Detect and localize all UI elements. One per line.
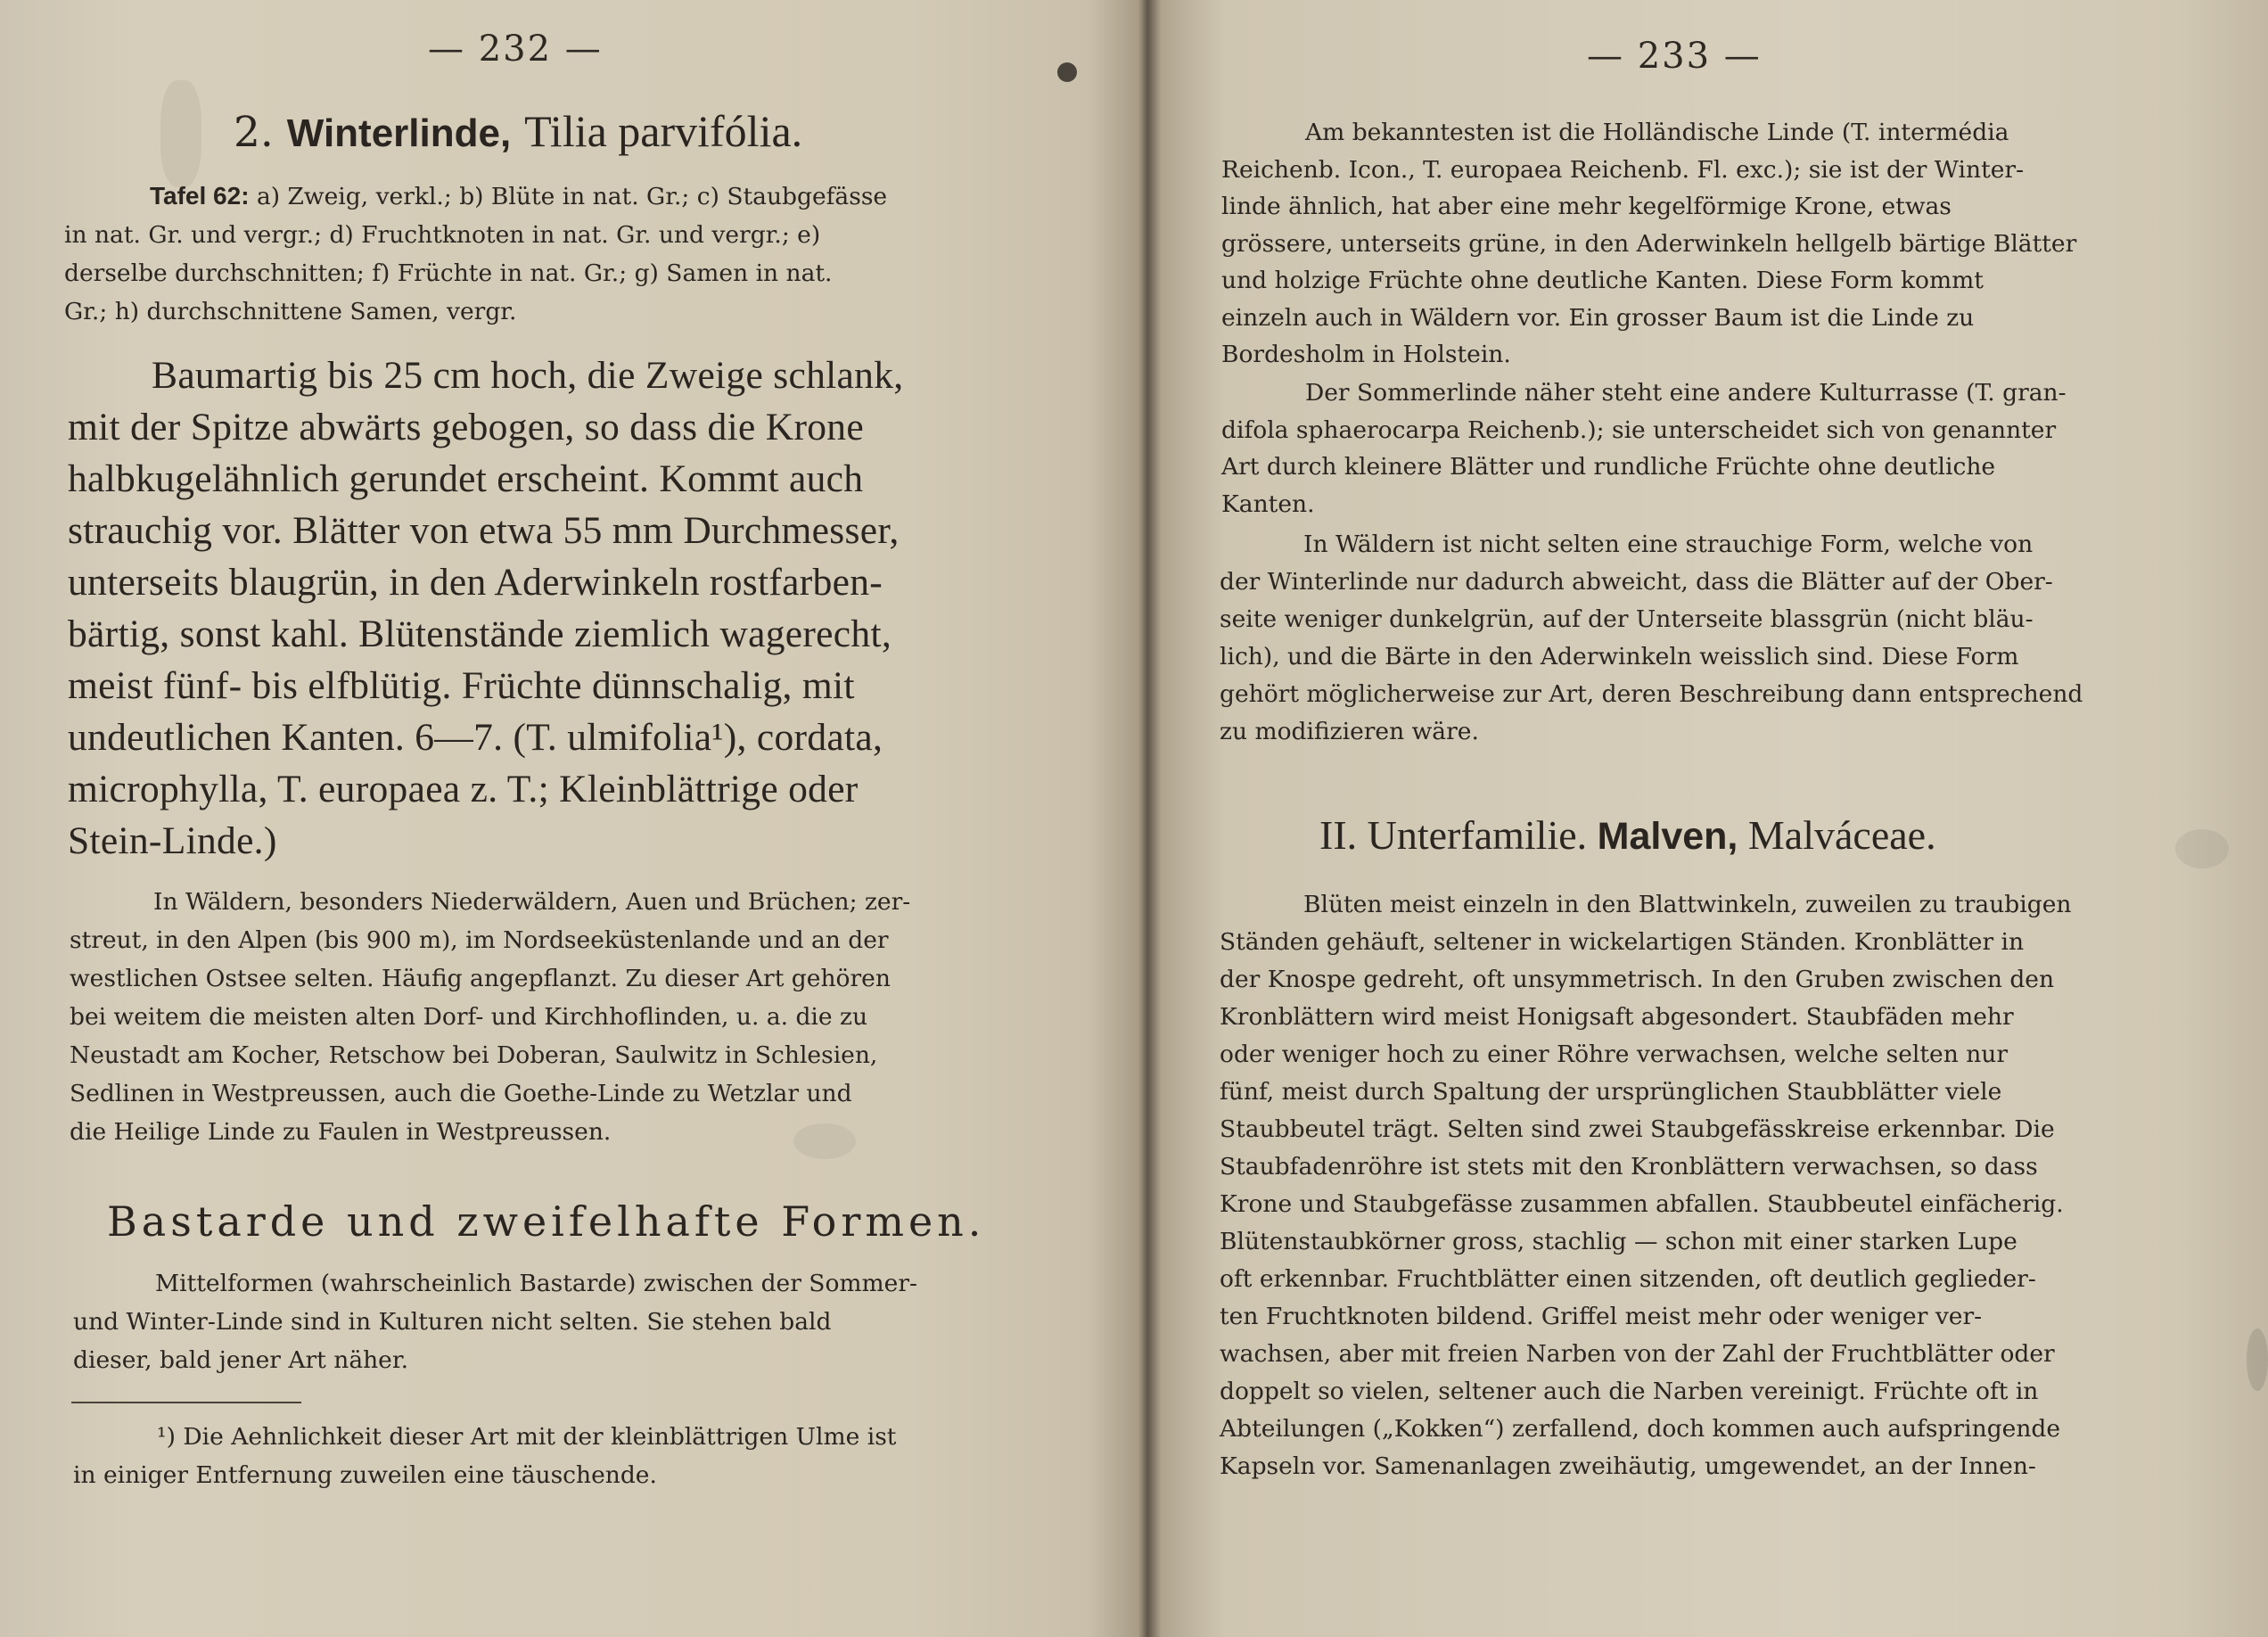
paragraph-line: Blütenstaubkörner gross, stachlig — schon mit einer starken Lupe [1220,1228,2017,1255]
footnote-line: in einiger Entfernung zuweilen eine täuschende. [73,1461,657,1489]
footnote-divider [71,1402,301,1403]
habitat-paragraph [70,883,910,1151]
description-line: Baumartig bis 25 cm hoch, die Zweige schlank, [152,354,904,397]
strauchige-form-paragraph [1220,526,2083,751]
page-number-left: — 232 — [428,29,603,70]
paper-stain [160,80,201,187]
description-line: meist fünf- bis elfblütig. Früchte dünnschalig, mit [68,664,855,707]
plate-caption [64,177,887,331]
paragraph-line: Staubfadenröhre ist stets mit den Kronblättern verwachsen, so dass [1220,1153,2038,1180]
paragraph-line: Kapseln vor. Samenanlagen zweihäutig, umgewendet, an der Innen- [1220,1452,2036,1480]
paragraph-line: Bordesholm in Holstein. [1221,341,1511,368]
habitat-line: die Heilige Linde zu Faulen in Westpreussen. [70,1118,612,1146]
paragraph-line: grössere, unterseits grüne, in den Aderwinkeln hellgelb bärtige Blätter [1221,229,2077,258]
description-line: Stein-Linde.) [68,819,277,862]
hollaendische-linde-paragraph [1221,114,2076,374]
paragraph-line: Abteilungen („Kokken“) zerfallend, doch kommen auch aufspringende [1220,1415,2061,1443]
paragraph-line: In Wäldern ist nicht selten eine strauchige Form, welche von [1303,531,2034,558]
bastard-line: dieser, bald jener Art näher. [73,1346,409,1374]
description-line: halbkugelähnlich gerundet erscheint. Kommt auch [68,457,864,500]
malven-description [1220,886,2071,1485]
paragraph-line: ten Fruchtknoten bildend. Griffel meist mehr oder weniger ver- [1220,1303,1983,1330]
bastard-paragraph [73,1264,917,1379]
right-page [1159,0,2268,1637]
paragraph-line: Ständen gehäuft, seltener in wickelartigen Ständen. Kronblätter in [1220,928,2025,956]
description-line: undeutlichen Kanten. 6—7. (T. ulmifolia¹), cordata, [68,716,883,759]
caption-line: Gr.; h) durchschnittene Samen, vergr. [64,298,517,325]
ink-spot [1057,62,1077,82]
subfamily-name: Malven, [1597,815,1738,858]
species-description [68,350,903,867]
description-line: bärtig, sonst kahl. Blütenstände ziemlich wagerecht, [68,613,892,655]
paragraph-line: seite weniger dunkelgrün, auf der Unterseite blassgrün (nicht bläu- [1220,605,2034,633]
paragraph-line: fünf, meist durch Spaltung der ursprünglichen Staubblätter viele [1220,1078,2002,1106]
paragraph-line: doppelt so vielen, seltener auch die Narben vereinigt. Früchte oft in [1220,1378,2039,1405]
paper-stain [793,1123,856,1159]
habitat-line: In Wäldern, besonders Niederwäldern, Auen und Brüchen; zer- [153,888,911,916]
paragraph-line: lich), und die Bärte in den Aderwinkeln weisslich sind. Diese Form [1220,643,2019,670]
sommerlinde-paragraph [1221,374,2067,522]
paragraph-line: einzeln auch in Wäldern vor. Ein grosser Baum ist die Linde zu [1221,303,1975,332]
habitat-line: Neustadt am Kocher, Retschow bei Doberan, Saulwitz in Schlesien, [70,1041,878,1069]
subfamily-prefix: II. Unterfamilie. [1319,812,1588,858]
paragraph-line: oder weniger hoch zu einer Röhre verwachsen, welche selten nur [1220,1041,2009,1068]
footnote-line: ¹) Die Aehnlichkeit dieser Art mit der kleinblättrigen Ulme ist [157,1423,897,1451]
paragraph-line: zu modifizieren wäre. [1220,718,1479,745]
paragraph-line: Blüten meist einzeln in den Blattwinkeln, zuweilen zu traubigen [1303,891,2072,918]
paragraph-line: wachsen, aber mit freien Narben von der Zahl der Fruchtblätter oder [1220,1340,2055,1368]
paragraph-line: Reichenb. Icon., T. europaea Reichenb. Fl. exc.); sie ist der Winter- [1221,155,2025,184]
caption-line: a) Zweig, verkl.; b) Blüte in nat. Gr.; c) Staubgefässe [249,183,888,210]
caption-line: derselbe durchschnitten; f) Früchte in nat. Gr.; g) Samen in nat. [64,259,833,287]
plate-label: Tafel 62: [150,182,250,210]
section-heading-bastarde: Bastarde und zweifelhafte Formen. [107,1197,986,1246]
description-line: microphylla, T. europaea z. T.; Kleinblättrige oder [68,768,859,810]
habitat-line: westlichen Ostsee selten. Häufig angepflanzt. Zu dieser Art gehören [70,965,891,992]
description-line: strauchig vor. Blätter von etwa 55 mm Durchmesser, [68,509,900,552]
habitat-line: bei weitem die meisten alten Dorf- und Kirchhoflinden, u. a. die zu [70,1003,868,1031]
description-line: mit der Spitze abwärts gebogen, so dass die Krone [68,406,864,448]
paragraph-line: Kanten. [1221,489,1315,518]
species-latin-name: Tilia parvifólia. [524,106,803,156]
bastard-line: Mittelformen (wahrscheinlich Bastarde) zwischen der Sommer- [155,1270,917,1297]
paragraph-line: der Winterlinde nur dadurch abweicht, dass die Blätter auf der Ober- [1220,568,2053,596]
paragraph-line: oft erkennbar. Fruchtblätter einen sitzenden, oft deutlich geglieder- [1220,1265,2036,1293]
paper-stain [2175,829,2229,868]
species-name: Winterlinde, [286,111,512,155]
subfamily-heading [1319,811,1936,859]
paragraph-line: gehört möglicherweise zur Art, deren Beschreibung dann entsprechend [1220,680,2083,708]
paragraph-line: der Knospe gedreht, oft unsymmetrisch. In den Gruben zwischen den [1220,966,2055,993]
species-title [234,105,802,157]
paragraph-line: Staubbeutel trägt. Selten sind zwei Staubgefässkreise erkennbar. Die [1220,1115,2055,1143]
paragraph-line: linde ähnlich, hat aber eine mehr kegelförmige Krone, etwas [1221,193,1952,220]
paragraph-line: Kronblättern wird meist Honigsaft abgesondert. Staubfäden mehr [1220,1003,2014,1031]
habitat-line: Sedlinen in Westpreussen, auch die Goethe-Linde zu Wetzlar und [70,1080,852,1107]
paper-stain [2247,1329,2268,1391]
paragraph-line: Am bekanntesten ist die Holländische Linde (T. intermédia [1305,119,2009,146]
paragraph-line: difola sphaerocarpa Reichenb.); sie unterscheidet sich von genannter [1221,415,2057,444]
paragraph-line: Krone und Staubgefässe zusammen abfallen. Staubbeutel einfächerig. [1220,1190,2064,1218]
page-number-right: — 233 — [1587,36,1762,77]
footnote [73,1418,896,1494]
paragraph-line: Der Sommerlinde näher steht eine andere Kulturrasse (T. gran- [1305,379,2067,407]
paragraph-line: und holzige Früchte ohne deutliche Kanten. Diese Form kommt [1221,267,1984,294]
subfamily-latin: Malváceae. [1747,812,1936,858]
habitat-line: streut, in den Alpen (bis 900 m), im Nordseeküstenlande und an der [70,926,889,954]
description-line: unterseits blaugrün, in den Aderwinkeln rostfarben- [68,561,883,604]
paragraph-line: Art durch kleinere Blätter und rundliche Früchte ohne deutliche [1221,453,1996,481]
species-number: 2. [234,108,274,157]
caption-line: in nat. Gr. und vergr.; d) Fruchtknoten in nat. Gr. und vergr.; e) [64,221,821,249]
bastard-line: und Winter-Linde sind in Kulturen nicht selten. Sie stehen bald [73,1308,832,1336]
